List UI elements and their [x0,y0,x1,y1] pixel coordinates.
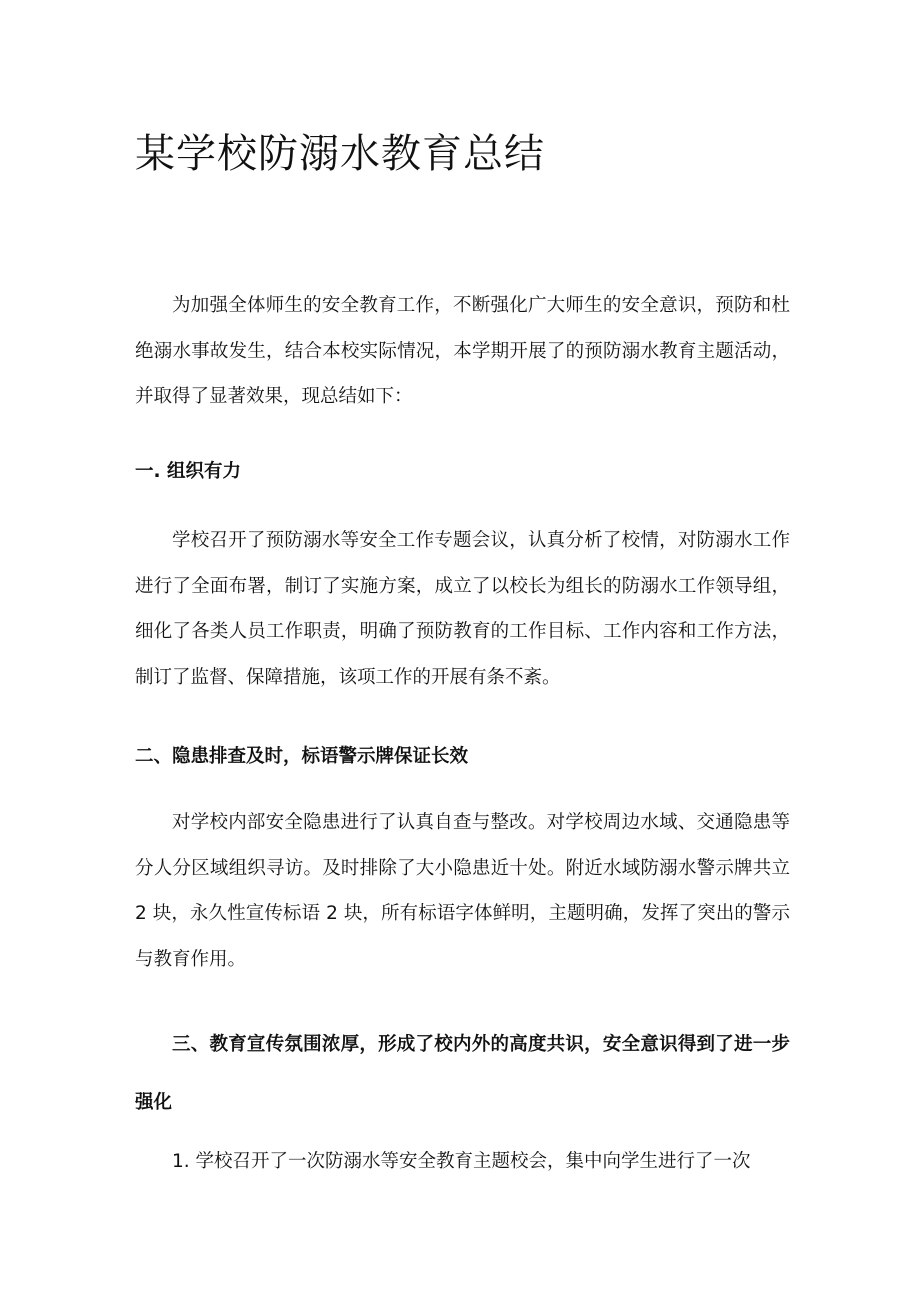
intro-paragraph: 为加强全体师生的安全教育工作，不断强化广大师生的安全意识，预防和杜绝溺水事故发生，结合本校实际情况，本学期开展了的预防溺水教育主题活动，并取得了显著效果，现总结如下： [135,295,790,407]
section-1-heading: 一. 组织有力 [135,461,241,482]
section-3-body: 1. 学校召开了一次防溺水等安全教育主题校会，集中向学生进行了一次 [172,1151,751,1172]
section-1-body: 学校召开了预防溺水等安全工作专题会议，认真分析了校情，对防溺水工作进行了全面布署，制订了实施方案，成立了以校长为组长的防溺水工作领导组，细化了各类人员工作职责，明确了预防教育的工作目标、工作内容和工作方法，制订了监督、保障措施，该项工作的开展有条不紊。 [135,530,790,688]
section-3-heading: 三、教育宣传氛围浓厚，形成了校内外的高度共识，安全意识得到了进一步强化 [135,1034,790,1113]
section-2-heading: 二、隐患排查及时，标语警示牌保证长效 [135,746,469,767]
section-2-body: 对学校内部安全隐患进行了认真自查与整改。对学校周边水域、交通隐患等分人分区域组织寻访。及时排除了大小隐患近十处。附近水域防溺水警示牌共立 2 块，永久性宣传标语 2 块，所有标语字体鲜明，主题明确，发挥了突出的警示与教育作用。 [135,812,790,970]
document-title: 某学校防溺水教育总结 [135,131,545,177]
